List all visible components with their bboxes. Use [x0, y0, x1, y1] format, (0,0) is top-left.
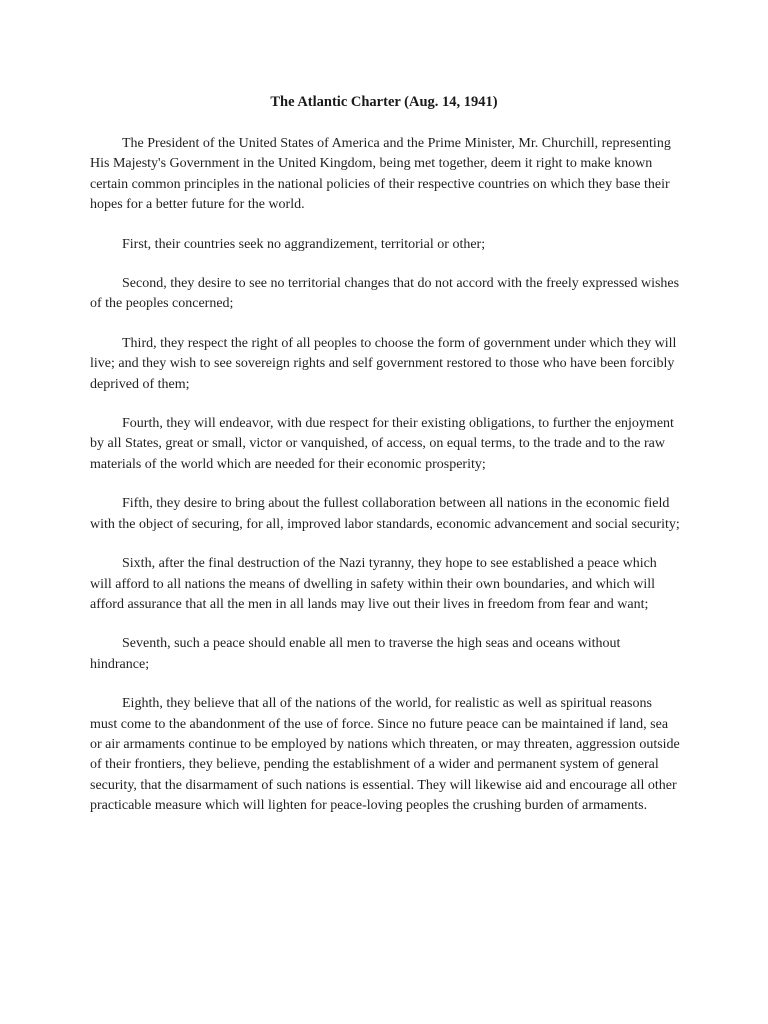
paragraph-second: Second, they desire to see no territorial changes that do not accord with the freely expressed wishes of the peoples concerned;: [90, 276, 680, 312]
paragraph-fourth: Fourth, they will endeavor, with due respect for their existing obligations, to further the enjoyment by all States, great or small, victor or vanquished, of access, on equal terms, to the trade and to the raw materials of the world which are needed for their economic prosperity;: [90, 416, 674, 472]
paragraph-fifth: Fifth, they desire to bring about the fullest collaboration between all nations in the economic field with the object of securing, for all, improved labor standards, economic advancement and social security;: [90, 496, 680, 532]
paragraph-seventh: Seventh, such a peace should enable all men to traverse the high seas and oceans without hindrance;: [90, 636, 621, 672]
document-body: [90, 134, 680, 836]
paragraph-third: Third, they respect the right of all peoples to choose the form of government under which they will live; and they wish to see sovereign rights and self government restored to those who have been forcibly deprived of them;: [90, 335, 677, 392]
document-title: The Atlantic Charter (Aug. 14, 1941): [270, 94, 498, 110]
paragraph-preamble: The President of the United States of America and the Prime Minister, Mr. Churchill, representing His Majesty's Government in the United Kingdom, being met together, deem it right to make known certain common principles in the national policies of their respective countries on which they base their hopes for a better future for the world.: [90, 136, 671, 213]
paragraph-eighth: Eighth, they believe that all of the nations of the world, for realistic as well as spiritual reasons must come to the abandonment of the use of force. Since no future peace can be maintained if land, sea or air armaments continue to be employed by nations which threaten, or may threaten, aggression outside of their frontiers, they believe, pending the establishment of a wider and permanent system of general security, that the disarmament of such nations is essential. They will likewise aid and encourage all other practicable measure which will lighten for peace-loving peoples the crushing burden of armaments.: [90, 696, 680, 814]
paragraph-sixth: Sixth, after the final destruction of the Nazi tyranny, they hope to see established a peace which will afford to all nations the means of dwelling in safety within their own boundaries, and which will afford assurance that all the men in all lands may live out their lives in freedom from fear and want;: [90, 556, 657, 612]
paragraph-first: First, their countries seek no aggrandizement, territorial or other;: [122, 236, 486, 252]
